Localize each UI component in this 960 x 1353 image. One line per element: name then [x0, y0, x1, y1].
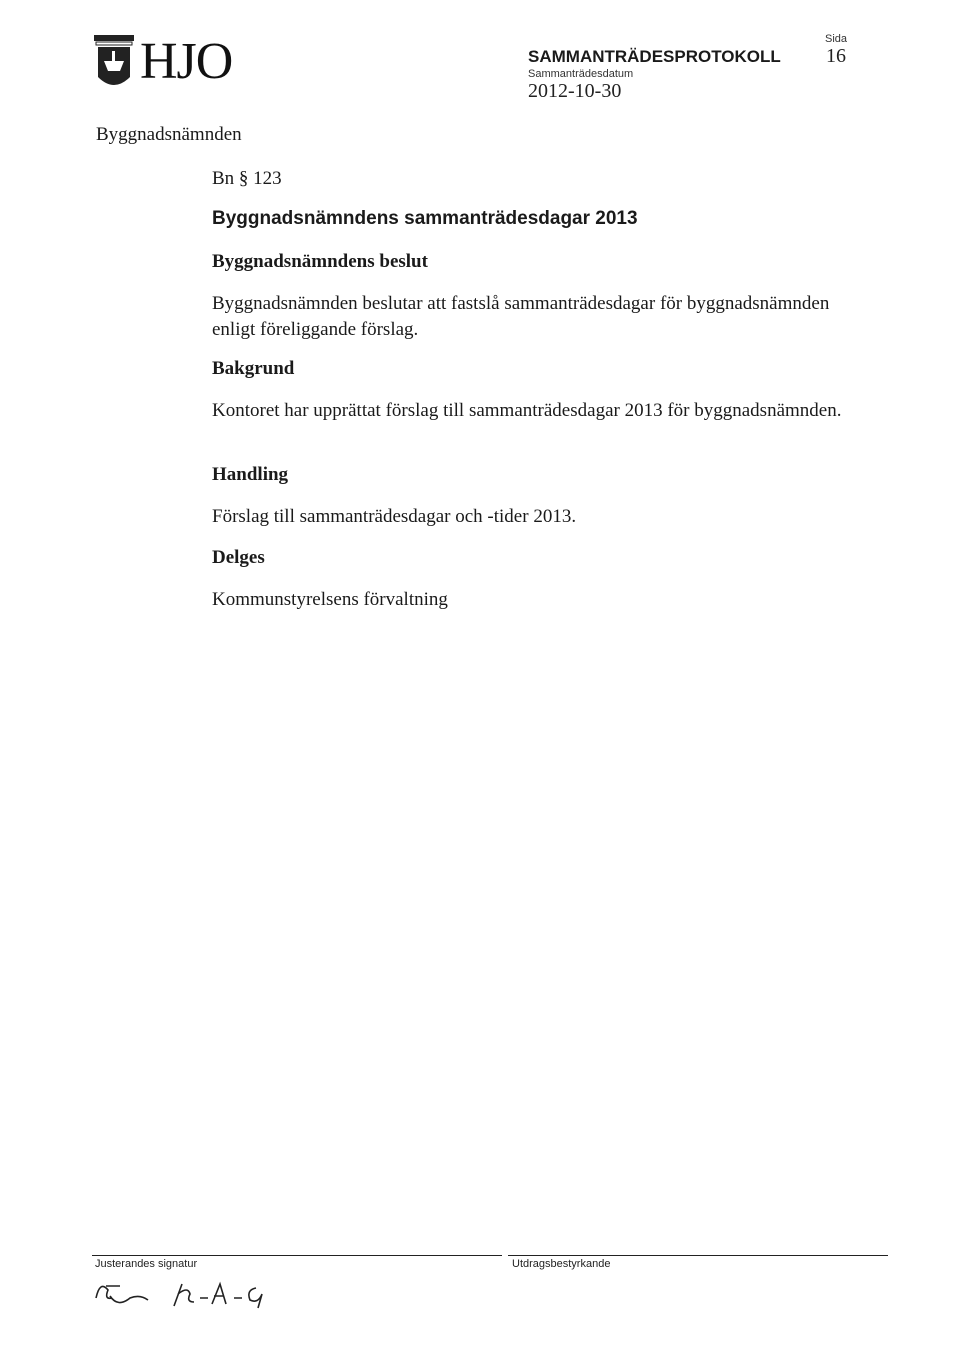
date-label: Sammanträdesdatum — [528, 68, 634, 80]
certifier-line — [508, 1255, 888, 1256]
main-heading: Byggnadsnämndens sammanträdesdagar 2013 — [212, 208, 638, 229]
paragraph-reference: Bn § 123 — [212, 168, 282, 189]
section-heading-background: Bakgrund — [212, 358, 295, 379]
logo-text: HJO — [140, 33, 233, 90]
coat-of-arms-icon — [92, 33, 136, 103]
certifier-label: Utdragsbestyrkande — [512, 1258, 611, 1270]
section-heading-distribution: Delges — [212, 547, 265, 568]
section-text-document: Förslag till sammanträdesdagar och -tider 2013. — [212, 506, 577, 527]
committee-name: Byggnadsnämnden — [96, 124, 242, 145]
section-heading-document: Handling — [212, 464, 289, 485]
section-text-decision: Byggnadsnämnden beslutar att fastslå sammanträdesdagar för byggnadsnämnden enligt föreliggande förslag. — [212, 293, 830, 340]
section-text-background: Kontoret har upprättat förslag till sammanträdesdagar 2013 för byggnadsnämnden. — [212, 400, 842, 421]
section-heading-decision: Byggnadsnämndens beslut — [212, 251, 428, 272]
page-number: 16 — [826, 45, 846, 67]
page-label: Sida — [825, 33, 848, 45]
date-value: 2012-10-30 — [528, 80, 622, 102]
signature-label: Justerandes signatur — [95, 1258, 198, 1270]
section-text-distribution: Kommunstyrelsens förvaltning — [212, 589, 448, 610]
handwritten-signature — [90, 1268, 290, 1312]
signature-line — [92, 1255, 502, 1256]
protocol-title: SAMMANTRÄDESPROTOKOLL — [528, 47, 781, 66]
